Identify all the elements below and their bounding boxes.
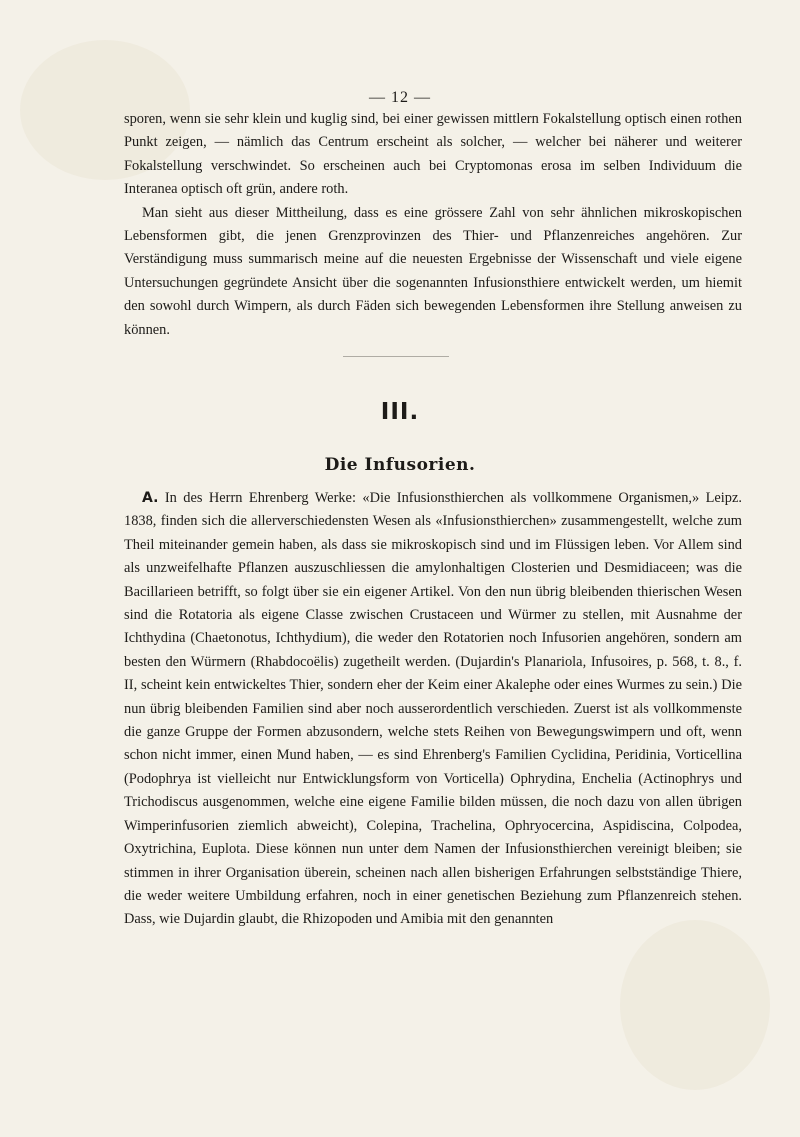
paragraph-3-text: In des Herrn Ehrenberg Werke: «Die Infusionsthierchen als vollkommene Organismen,» Leipz. 1838, finden sich die allerverschiedensten Wesen als «Infusionsthierchen» zusammengestellt, welche zum Theil miteinander gemein haben, als dass sie mikroskopisch sind und im Flüssigen leben. Vor Allem sind als unzweifelhafte Pflanzen auszuschliessen die amylonhaltigen Closterien und Desmidiaceen; was die Bacillarieen betrifft, so folgt über sie ein eigener Artikel. Von den nun übrig bleibenden thierischen Wesen sind die Rotatoria als eigene Classe zwischen Crustaceen und Würmer zu stellen, mit Ausnahme der Ichthydina (Chaetonotus, Ichthydium), die weder den Rotatorien noch Infusorien angehören, sondern am besten den Würmern (Rhabdocoëlis) zugetheilt werden. (Dujardin's Planariola, Infusoires, p. 568, t. 8., f. II, scheint kein entwickeltes Thier, sondern eher der Keim einer Akalephe oder eines Wurmes zu sein.) Die nun übrig bleibenden Familien sind aber noch ausserordentlich verschieden. Zuerst ist als vollkommenste die ganze Gruppe der Formen abzusondern, welche stets Reihen von Bewegungswimpern und oft, wenn schon nicht immer, einen Mund haben, — es sind Ehrenberg's Familien Cyclidina, Peridinia, Vorticellina (Podophrya ist vielleicht nur Entwicklungsform von Vorticella) Ophrydina, Enchelia (Actinophrys und Trichodiscus ausgenommen, welche eine eigene Familie bilden müssen, die noch dazu von allen übrigen Wimperinfusorien ziemlich abweicht), Colepina, Trachelina, Ophryocercina, Aspidiscina, Colpodea, Oxytrichina, Euplota. Diese können nun unter dem Namen der Infusionsthierchen vereinigt bleiben; sie stimmen in ihrer Organisation überein, scheinen nach allen bisherigen Erfahrungen selbstständige Thiere, die weder weitere Umbildung erfahren, noch in einer genetischen Beziehung zum Pflanzenreich stehen. Dass, wie Dujardin glaubt, die Rhizopoden und Amibia mit den genannten — [124, 490, 742, 928]
page-number: — 12 — — [369, 89, 431, 106]
top-text-block — [124, 108, 742, 342]
paragraph-1: sporen, wenn sie sehr klein und kuglig sind, bei einer gewissen mittlern Fokalstellung optisch einen rothen Punkt zeigen, — nämlich das Centrum erscheint als solcher, — welcher bei näherer und weiterer Fokalstellung verschwindet. So erscheinen auch bei Cryptomonas erosa im selben Individuum die Interanea optisch oft grün, andere roth. — [124, 111, 742, 198]
paragraph-2: Man sieht aus dieser Mittheilung, dass es eine grössere Zahl von sehr ähnlichen mikroskopischen Lebensformen gibt, die jenen Grenzprovinzen des Thier- und Pflanzenreiches angehören. Zur Verständigung muss summarisch meine auf die neuesten Ergebnisse der Wissenschaft und viele eigene Untersuchungen gegründete Ansicht über die sogenannten Infusionsthiere entwickelt werden, um hiemit den sowohl durch Wimpern, als durch Fäden sich bewegenden Lebensformen ihre Stellung anweisen zu können. — [124, 204, 742, 338]
section-title: Die Infusorien. — [324, 455, 476, 475]
section-separator — [343, 356, 449, 357]
paragraph-lead: A. — [142, 490, 159, 506]
paragraph-3 — [124, 487, 742, 932]
section-number: III. — [380, 399, 420, 425]
paper-stain — [620, 920, 770, 1090]
bottom-text-block — [124, 487, 742, 932]
